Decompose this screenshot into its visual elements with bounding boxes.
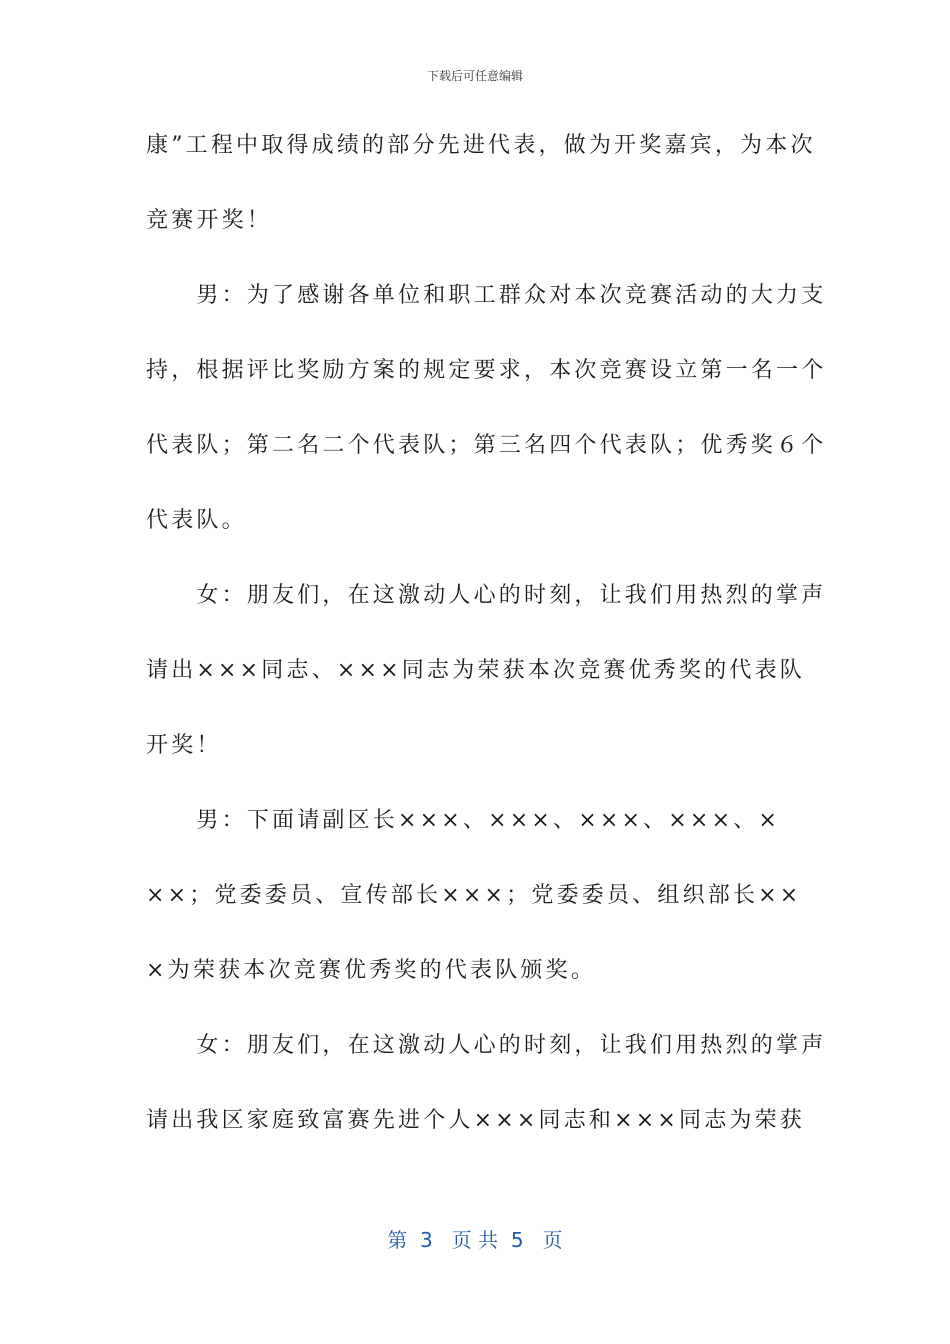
text-line: 请出我区家庭致富赛先进个人×××同志和×××同志为荣获 bbox=[146, 1108, 806, 1133]
text-line: 女：朋友们，在这激动人心的时刻，让我们用热烈的掌声 bbox=[146, 1033, 827, 1058]
text-line: 请出×××同志、×××同志为荣获本次竞赛优秀奖的代表队 bbox=[146, 658, 806, 683]
page-number-footer: 第 3 页 共 5 页 bbox=[387, 1228, 563, 1252]
text-line: 开奖！ bbox=[146, 733, 222, 758]
header-note: 下载后可任意编辑 bbox=[426, 69, 523, 83]
document-body bbox=[146, 124, 827, 1174]
text-line: 女：朋友们，在这激动人心的时刻，让我们用热烈的掌声 bbox=[146, 583, 827, 608]
text-line: 代表队。 bbox=[146, 508, 247, 533]
text-line: 持，根据评比奖励方案的规定要求，本次竞赛设立第一名一个 bbox=[146, 358, 827, 383]
text-line: 男：为了感谢各单位和职工群众对本次竞赛活动的大力支 bbox=[146, 283, 827, 308]
text-line: 康”工程中取得成绩的部分先进代表，做为开奖嘉宾，为本次 bbox=[146, 133, 816, 158]
text-line: 竞赛开奖！ bbox=[146, 208, 273, 233]
text-line: 代表队；第二名二个代表队；第三名四个代表队；优秀奖６个 bbox=[146, 433, 827, 458]
text-line: 男：下面请副区长×××、×××、×××、×××、× bbox=[146, 808, 781, 833]
text-line: ×为荣获本次竞赛优秀奖的代表队颁奖。 bbox=[146, 958, 597, 983]
text-line: ××；党委委员、宣传部长×××；党委委员、组织部长×× bbox=[146, 883, 802, 908]
